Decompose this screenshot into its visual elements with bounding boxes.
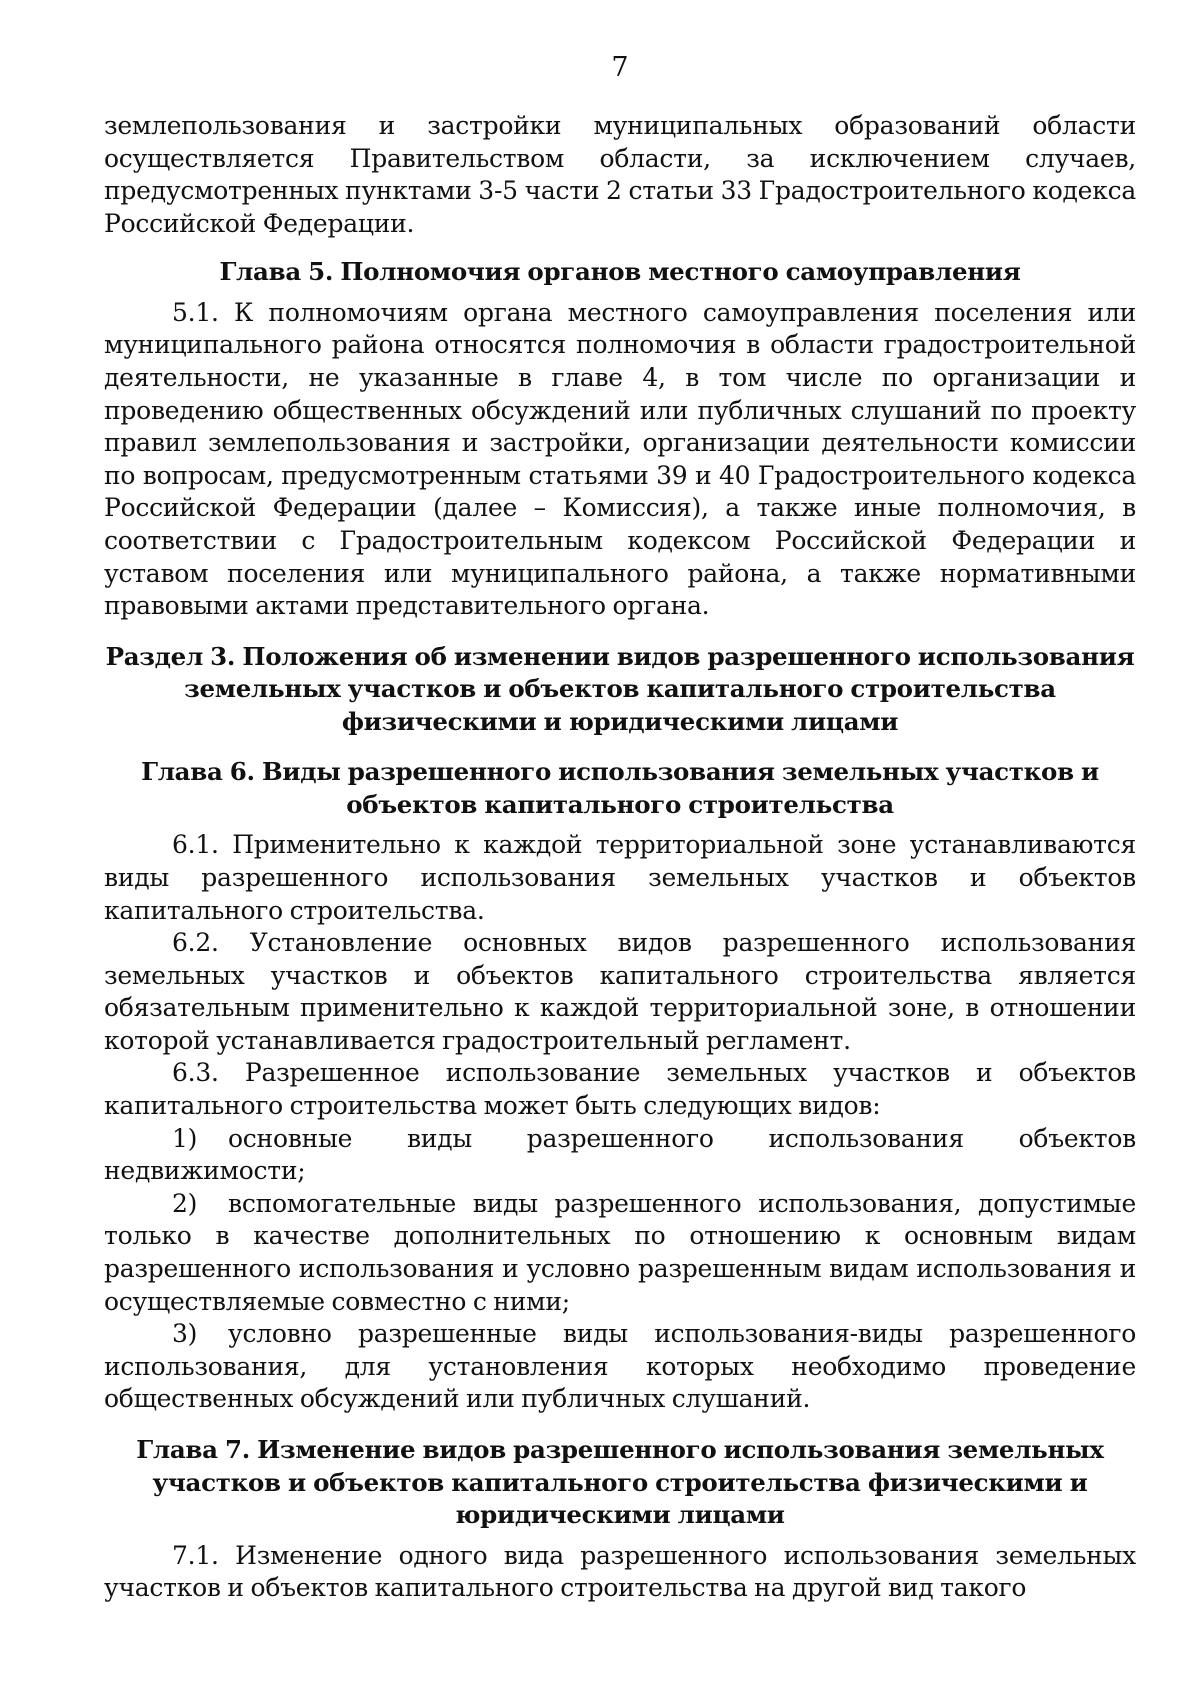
list-item-number: 1) [172,1123,198,1153]
paragraph-5-1: 5.1. К полномочиям органа местного самоуправления поселения или муниципального района относятся полномочия в области градостроительной деятельности, не указанные в главе 4, в том числе по организации и проведению общественных обсуждений или публичных слушаний по проекту правил землепользования и застройки, организации деятельности комиссии по вопросам, предусмотренным статьями 39 и 40 Градостроительного кодекса Российской Федерации (далее – Комиссия), а также иные полномочия, в соответствии с Градостроительным кодексом Российской Федерации и уставом поселения или муниципального района, а также нормативными правовыми актами представительного органа. [104,297,1136,621]
list-item-number: 3) [172,1319,198,1349]
paragraph-6-1: 6.1. Применительно к каждой территориальной зоне устанавливаются виды разрешенного использования земельных участков и объектов капитального строительства. [104,830,1136,925]
paragraph-6-3: 6.3. Разрешенное использование земельных участков и объектов капитального строительства может быть следующих видов: [104,1058,1136,1121]
page-number: 7 [611,52,629,83]
list-item-text: вспомогательные виды разрешенного использования, допустимые только в качестве дополнительных по отношению к основным видам разрешенного использования и условно разрешенным видам использования и осуществляемые совместно с ними; [104,1188,1136,1316]
document-body [104,110,1136,1605]
chapter-6-heading: Глава 6. Виды разрешенного использования земельных участков и объектов капитального строительства [141,757,1099,819]
list-item-text: условно разрешенные виды использования-виды разрешенного использования, для установления которых необходимо проведение общественных обсуждений или публичных слушаний. [104,1319,1136,1414]
list-item-2 [104,1188,1136,1318]
chapter-5-heading: Глава 5. Полномочия органов местного самоуправления [219,257,1021,287]
paragraph-6-2: 6.2. Установление основных видов разрешенного использования земельных участков и объектов капитального строительства является обязательным применительно к каждой территориальной зоне, в отношении которой устанавливается градостроительный регламент. [104,928,1136,1055]
list-item-1 [104,1123,1136,1188]
list-item-3 [104,1318,1136,1416]
chapter-7-heading: Глава 7. Изменение видов разрешенного использования земельных участков и объектов капитального строительства физическими и юридическими лицами [136,1435,1104,1529]
section-3-heading: Раздел 3. Положения об изменении видов разрешенного использования земельных участков и объектов капитального строительства физическими и юридическими лицами [105,641,1135,736]
paragraph-intro: землепользования и застройки муниципальных образований области осуществляется Правительством области, за исключением случаев, предусмотренных пунктами 3-5 части 2 статьи 33 Градостроительного кодекса Российской Федерации. [104,111,1136,238]
list-item-number: 2) [172,1188,198,1218]
list-item-text: основные виды разрешенного использования объектов недвижимости; [104,1123,1136,1186]
paragraph-7-1: 7.1. Изменение одного вида разрешенного использования земельных участков и объектов капитального строительства на другой вид такого [104,1540,1136,1603]
